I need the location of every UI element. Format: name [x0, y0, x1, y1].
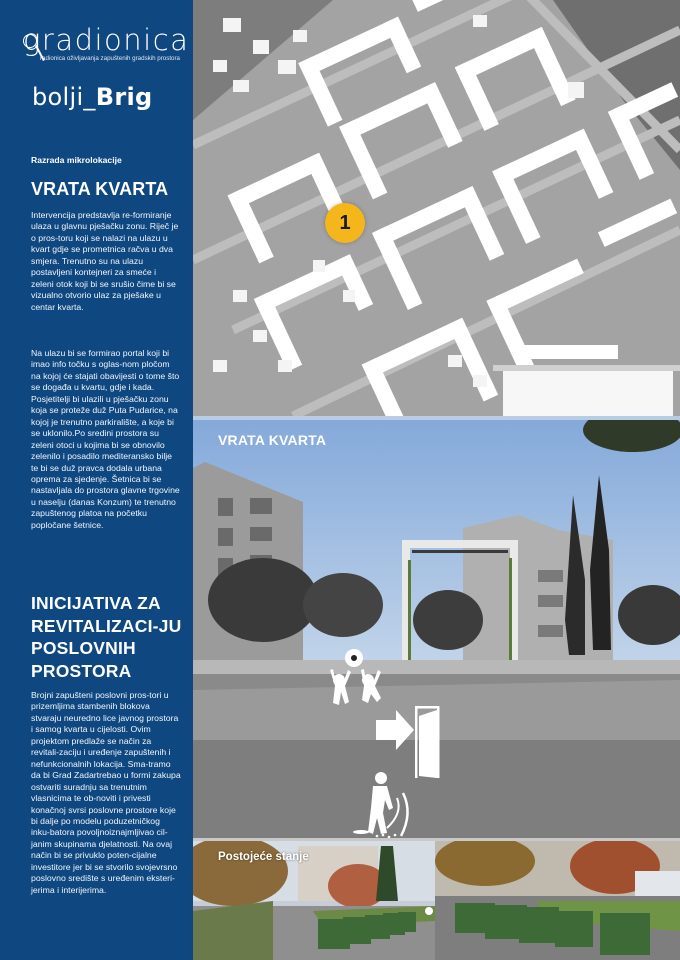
gradionica-logo: [20, 22, 190, 72]
existing-state-photo-2: [435, 841, 680, 960]
ball-icon: [345, 649, 363, 667]
section1-paragraph-2: Na ulazu bi se formirao portal koji bi imao info točku s oglas-nom pločom na kojoj će stajati obavijesti o tome što se događa u kvartu, gdje i kada. Posjetitelji bi ulazili u pješačku zonu koja se proteže duž Puta Pudarice, na kojoj je trenutno parkiralište, a koje bi se uklonilo.Po sredini prostora su zeleni otoci u kojima bi se obnovilo zelenilo i posadilo mediteransko bilje te bi se duž pravca dodala urbana oprema za sjedenje. Šetnica bi se nastavljala do prostora glavne trgovine u naselju (danas Konzum) te trenutno zapuštenog platoa na početku popločane šetnice.: [31, 348, 180, 530]
section-title-vrata-kvarta: VRATA KVARTA: [31, 179, 169, 199]
location-marker-1[interactable]: 1: [325, 203, 365, 243]
sidebar: [0, 0, 193, 960]
kicker-label: Razrada mikrolokacije: [31, 155, 122, 165]
open-door-icon: [415, 706, 440, 778]
brand-title: [32, 83, 152, 111]
logo-wordmark: gradionica: [23, 23, 190, 57]
sweeping-person-icon: [353, 772, 408, 838]
existing-state-photos: [193, 841, 680, 960]
playing-children-icon: [330, 669, 381, 705]
brand-name: Brig: [95, 83, 153, 111]
aerial-map: [193, 0, 680, 416]
photo-graphic: [435, 841, 680, 960]
section2-paragraph: Brojni zapušteni poslovni pros-tori u prizemljima stambenih blokova stvaraju neuredno lice javnog prostora i samog kvarta u cijelosti. Ovim projektom predlaže se način za revitali-zaciju i uređenje zapuštenih i nefunkcionalnih lokacija. Sma-tramo da bi Grad Zadartrebao u formi zakupa ostvariti suradnju sa trenutnim vlasnicima te ob-noviti i privesti konačnoj svrsi poslovne prostore koje bi dalje po modelu poduzetničkog inku-batora povoljnoiznajmljivao cil-janim skupinama djelatnosti. Na ovaj način bi se privuklo poten-cijalne investitore jer bi se stvorilo svojevrsno poslovno središte s uređenim eksteri-jerima i interijerima.: [31, 690, 181, 895]
pictograms: [321, 648, 441, 838]
arrow-right-icon: [376, 710, 414, 750]
brand-prefix: bolji_: [32, 83, 96, 111]
aerial-map-graphic: [193, 0, 680, 416]
section1-paragraph-1: Intervencija predstavlja re-formiranje ulaza u glavnu pješačku zonu. Riječ je o pros-toru koji se nalazi na ulazu u kvart gdje se prometnica račva u dva smjera. Trenutno su na ulazu postavljeni kontejneri za smeće i zeleni otok koji bi se srušio čime bi se vizualno otvorio ulaz za pješake u centar kvarta.: [31, 210, 179, 312]
existing-state-label: Postojeće stanje: [218, 851, 309, 863]
logo-tagline: radionica oživljavanja zapuštenih gradskih prostora: [40, 55, 180, 62]
visualization-title: VRATA KVARTA: [218, 432, 327, 448]
gate-visualization: [193, 420, 680, 838]
section-title-inicijativa: INICIJATIVA ZA REVITALIZACI-JU POSLOVNIH PROSTORA: [31, 593, 182, 681]
